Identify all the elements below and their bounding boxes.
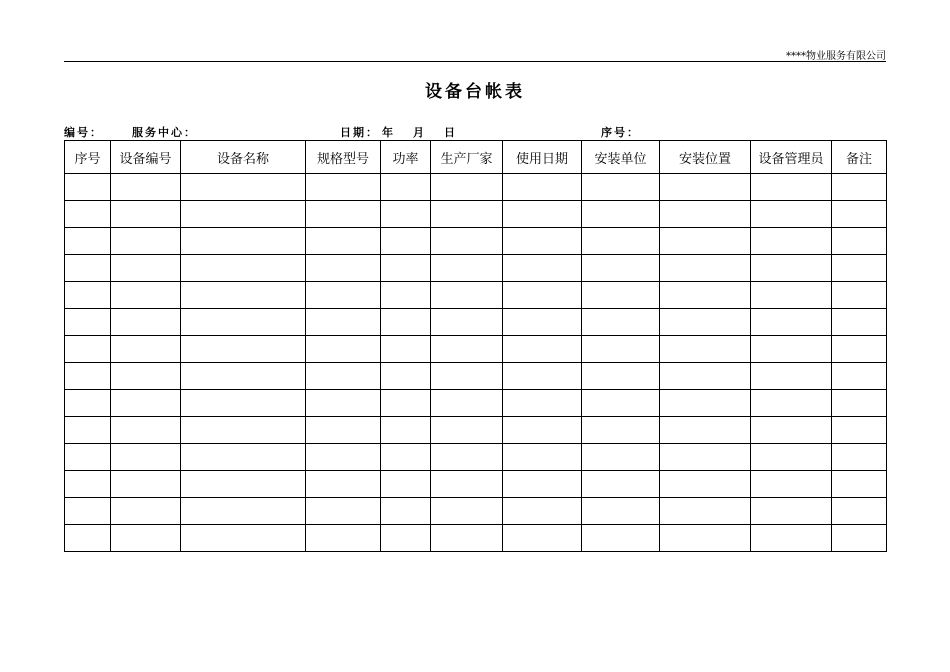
table-row xyxy=(65,498,887,525)
table-cell[interactable] xyxy=(181,309,306,336)
table-cell[interactable] xyxy=(751,498,832,525)
table-cell[interactable] xyxy=(306,282,381,309)
table-cell[interactable] xyxy=(181,390,306,417)
table-row xyxy=(65,390,887,417)
table-cell[interactable] xyxy=(751,174,832,201)
table-cell[interactable] xyxy=(431,282,503,309)
table-cell[interactable] xyxy=(660,498,751,525)
date-day-label: 日 xyxy=(444,126,457,139)
table-cell[interactable] xyxy=(660,201,751,228)
table-cell[interactable] xyxy=(381,336,431,363)
table-cell[interactable] xyxy=(431,201,503,228)
table-cell[interactable] xyxy=(381,255,431,282)
table-cell[interactable] xyxy=(660,417,751,444)
table-cell[interactable] xyxy=(306,417,381,444)
column-header-model: 规格型号 xyxy=(306,141,381,174)
table-cell[interactable] xyxy=(65,228,111,255)
table-cell[interactable] xyxy=(65,390,111,417)
table-cell[interactable] xyxy=(660,228,751,255)
table-cell[interactable] xyxy=(582,390,660,417)
table-cell[interactable] xyxy=(660,174,751,201)
table-cell[interactable] xyxy=(582,498,660,525)
table-cell[interactable] xyxy=(660,282,751,309)
table-cell[interactable] xyxy=(181,444,306,471)
column-header-manufacturer: 生产厂家 xyxy=(431,141,503,174)
table-cell[interactable] xyxy=(832,471,887,498)
table-cell[interactable] xyxy=(381,309,431,336)
table-cell[interactable] xyxy=(751,363,832,390)
table-cell[interactable] xyxy=(306,471,381,498)
table-cell[interactable] xyxy=(832,444,887,471)
column-header-installer: 安装单位 xyxy=(582,141,660,174)
table-cell[interactable] xyxy=(181,525,306,552)
table-cell[interactable] xyxy=(751,525,832,552)
table-cell[interactable] xyxy=(111,282,181,309)
table-cell[interactable] xyxy=(111,255,181,282)
table-cell[interactable] xyxy=(111,471,181,498)
table-cell[interactable] xyxy=(111,390,181,417)
table-cell[interactable] xyxy=(111,336,181,363)
column-header-location: 安装位置 xyxy=(660,141,751,174)
table-cell[interactable] xyxy=(832,228,887,255)
table-cell[interactable] xyxy=(832,174,887,201)
table-cell[interactable] xyxy=(181,498,306,525)
header-rule xyxy=(64,61,886,62)
table-cell[interactable] xyxy=(503,201,582,228)
table-cell[interactable] xyxy=(381,417,431,444)
table-cell[interactable] xyxy=(381,201,431,228)
table-cell[interactable] xyxy=(306,201,381,228)
table-cell[interactable] xyxy=(751,255,832,282)
table-cell[interactable] xyxy=(582,255,660,282)
table-cell[interactable] xyxy=(582,201,660,228)
table-cell[interactable] xyxy=(751,228,832,255)
table-cell[interactable] xyxy=(660,309,751,336)
table-cell[interactable] xyxy=(582,282,660,309)
table-cell[interactable] xyxy=(181,228,306,255)
table-cell[interactable] xyxy=(751,471,832,498)
table-cell[interactable] xyxy=(503,336,582,363)
table-cell[interactable] xyxy=(306,228,381,255)
table-cell[interactable] xyxy=(832,390,887,417)
table-cell[interactable] xyxy=(181,201,306,228)
page-title: 设备台帐表 xyxy=(425,82,525,102)
form-meta-row xyxy=(64,124,886,140)
table-cell[interactable] xyxy=(503,309,582,336)
table-cell[interactable] xyxy=(111,309,181,336)
column-header-equipment-name: 设备名称 xyxy=(181,141,306,174)
table-body xyxy=(65,174,887,552)
table-cell[interactable] xyxy=(832,498,887,525)
table-cell[interactable] xyxy=(65,471,111,498)
table-row xyxy=(65,282,887,309)
table-cell[interactable] xyxy=(181,363,306,390)
table-cell[interactable] xyxy=(381,525,431,552)
table-cell[interactable] xyxy=(111,201,181,228)
table-cell[interactable] xyxy=(582,174,660,201)
table-cell[interactable] xyxy=(503,417,582,444)
table-cell[interactable] xyxy=(751,444,832,471)
table-cell[interactable] xyxy=(582,471,660,498)
table-cell[interactable] xyxy=(503,498,582,525)
table-cell[interactable] xyxy=(832,525,887,552)
date-month-label: 月 xyxy=(413,126,426,139)
table-cell[interactable] xyxy=(306,390,381,417)
table-cell[interactable] xyxy=(751,201,832,228)
table-cell[interactable] xyxy=(582,363,660,390)
sequence-label: 序号： xyxy=(601,126,640,139)
column-header-seq: 序号 xyxy=(65,141,111,174)
table-cell[interactable] xyxy=(582,444,660,471)
table-cell[interactable] xyxy=(582,417,660,444)
table-cell[interactable] xyxy=(431,444,503,471)
table-cell[interactable] xyxy=(306,363,381,390)
table-cell[interactable] xyxy=(503,228,582,255)
table-cell[interactable] xyxy=(832,417,887,444)
table-cell[interactable] xyxy=(111,228,181,255)
date-year-label: 年 xyxy=(382,126,395,139)
table-cell[interactable] xyxy=(832,336,887,363)
column-header-power: 功率 xyxy=(381,141,431,174)
table-cell[interactable] xyxy=(181,255,306,282)
table-cell[interactable] xyxy=(181,282,306,309)
table-cell[interactable] xyxy=(111,363,181,390)
table-cell[interactable] xyxy=(65,444,111,471)
table-cell[interactable] xyxy=(660,255,751,282)
table-row xyxy=(65,174,887,201)
table-cell[interactable] xyxy=(431,363,503,390)
table-cell[interactable] xyxy=(381,363,431,390)
table-cell[interactable] xyxy=(503,282,582,309)
table-row xyxy=(65,336,887,363)
table-row xyxy=(65,471,887,498)
table-cell[interactable] xyxy=(660,336,751,363)
column-header-manager: 设备管理员 xyxy=(751,141,832,174)
table-cell[interactable] xyxy=(832,255,887,282)
table-cell[interactable] xyxy=(751,336,832,363)
table-cell[interactable] xyxy=(306,309,381,336)
table-cell[interactable] xyxy=(181,471,306,498)
table-cell[interactable] xyxy=(306,336,381,363)
table-cell[interactable] xyxy=(306,174,381,201)
column-header-equipment-code: 设备编号 xyxy=(111,141,181,174)
table-cell[interactable] xyxy=(431,336,503,363)
table-cell[interactable] xyxy=(431,255,503,282)
table-cell[interactable] xyxy=(65,309,111,336)
table-cell[interactable] xyxy=(832,363,887,390)
table-row xyxy=(65,309,887,336)
table-cell[interactable] xyxy=(751,417,832,444)
table-cell[interactable] xyxy=(306,525,381,552)
table-cell[interactable] xyxy=(503,255,582,282)
table-cell[interactable] xyxy=(111,444,181,471)
table-cell[interactable] xyxy=(381,228,431,255)
table-cell[interactable] xyxy=(181,336,306,363)
table-row xyxy=(65,363,887,390)
table-cell[interactable] xyxy=(832,309,887,336)
table-cell[interactable] xyxy=(431,309,503,336)
table-header-row xyxy=(65,141,887,174)
table-cell[interactable] xyxy=(65,255,111,282)
table-cell[interactable] xyxy=(111,498,181,525)
table-cell[interactable] xyxy=(503,525,582,552)
table-cell[interactable] xyxy=(660,525,751,552)
table-cell[interactable] xyxy=(503,390,582,417)
table-cell[interactable] xyxy=(832,201,887,228)
column-header-remarks: 备注 xyxy=(832,141,887,174)
table-cell[interactable] xyxy=(431,417,503,444)
table-cell[interactable] xyxy=(65,417,111,444)
table-row xyxy=(65,444,887,471)
table-cell[interactable] xyxy=(582,336,660,363)
table-cell[interactable] xyxy=(431,498,503,525)
table-cell[interactable] xyxy=(660,390,751,417)
table-cell[interactable] xyxy=(65,201,111,228)
table-cell[interactable] xyxy=(660,363,751,390)
table-cell[interactable] xyxy=(111,525,181,552)
table-cell[interactable] xyxy=(582,228,660,255)
column-header-use-date: 使用日期 xyxy=(503,141,582,174)
table-cell[interactable] xyxy=(306,444,381,471)
equipment-ledger-table xyxy=(64,140,887,552)
service-center-label: 服务中心： xyxy=(132,126,197,139)
table-cell[interactable] xyxy=(582,525,660,552)
table-cell[interactable] xyxy=(431,174,503,201)
company-name: ****物业服务有限公司 xyxy=(786,51,886,62)
table-cell[interactable] xyxy=(503,174,582,201)
table-cell[interactable] xyxy=(660,471,751,498)
table-cell[interactable] xyxy=(381,174,431,201)
table-row xyxy=(65,417,887,444)
date-label: 日期： xyxy=(340,126,379,139)
table-cell[interactable] xyxy=(65,282,111,309)
table-row xyxy=(65,255,887,282)
table-cell[interactable] xyxy=(181,417,306,444)
table-cell[interactable] xyxy=(431,471,503,498)
table-cell[interactable] xyxy=(503,444,582,471)
table-cell[interactable] xyxy=(503,363,582,390)
table-cell[interactable] xyxy=(431,390,503,417)
table-cell[interactable] xyxy=(381,282,431,309)
table-cell[interactable] xyxy=(751,282,832,309)
table-cell[interactable] xyxy=(381,444,431,471)
table-row xyxy=(65,201,887,228)
table-cell[interactable] xyxy=(660,444,751,471)
table-cell[interactable] xyxy=(832,282,887,309)
table-cell[interactable] xyxy=(111,417,181,444)
table-cell[interactable] xyxy=(751,309,832,336)
table-cell[interactable] xyxy=(306,255,381,282)
table-cell[interactable] xyxy=(111,174,181,201)
number-label: 编号： xyxy=(64,126,103,139)
table-row xyxy=(65,525,887,552)
table-cell[interactable] xyxy=(65,498,111,525)
table-cell[interactable] xyxy=(65,363,111,390)
table-cell[interactable] xyxy=(431,228,503,255)
table-cell[interactable] xyxy=(306,498,381,525)
table-cell[interactable] xyxy=(381,498,431,525)
table-cell[interactable] xyxy=(503,471,582,498)
table-cell[interactable] xyxy=(381,471,431,498)
table-cell[interactable] xyxy=(751,390,832,417)
table-cell[interactable] xyxy=(381,390,431,417)
table-cell[interactable] xyxy=(65,525,111,552)
table-row xyxy=(65,228,887,255)
table-cell[interactable] xyxy=(582,309,660,336)
table-cell[interactable] xyxy=(181,174,306,201)
table-cell[interactable] xyxy=(431,525,503,552)
table-cell[interactable] xyxy=(65,336,111,363)
table-cell[interactable] xyxy=(65,174,111,201)
